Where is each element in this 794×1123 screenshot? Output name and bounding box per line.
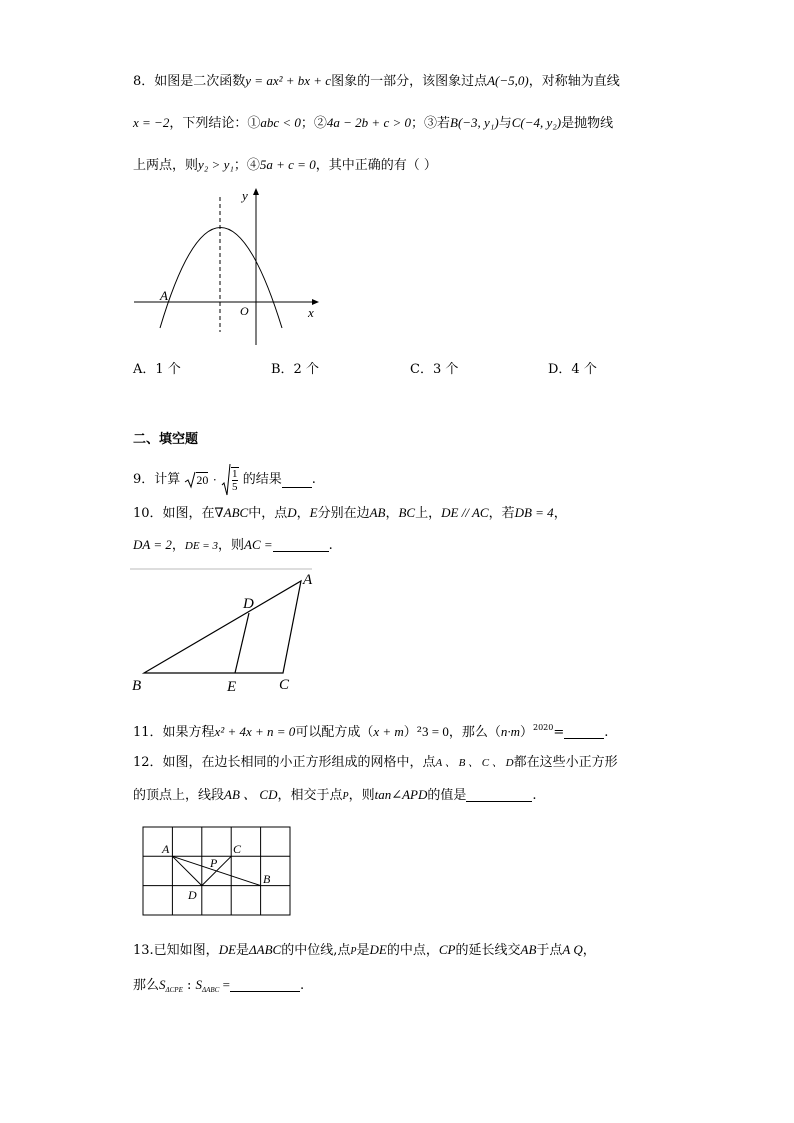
- q11-text: 11．如果方程: [133, 725, 215, 740]
- q11-expr: x + m: [373, 724, 404, 739]
- q8-point-a: A(−5,0): [487, 73, 529, 88]
- q13-triangle: ΔABC: [249, 942, 282, 957]
- q11-text: .: [604, 725, 609, 740]
- q8-point-c: C(−4, y₂): [511, 115, 562, 130]
- q12-grid-figure: [142, 826, 294, 920]
- q8-line-1: [133, 71, 620, 92]
- q9-text: 9．计算: [133, 472, 181, 487]
- q13-line-2: [133, 975, 304, 1000]
- q13-cp: CP: [438, 942, 456, 957]
- q10-parallel: DE // AC: [441, 505, 489, 520]
- q13-text: 于点: [536, 943, 563, 958]
- q13-text: =: [219, 977, 230, 992]
- q9-text: 的结果: [242, 472, 282, 487]
- label-c: C: [233, 842, 242, 856]
- q12-text: 12．如图，在边长相同的小正方形组成的网格中，点: [133, 755, 436, 770]
- q10-text: .: [328, 538, 333, 553]
- q8-text: 与: [498, 116, 512, 131]
- q8-option-d[interactable]: D．4 个: [548, 362, 597, 377]
- q8-option-a[interactable]: A．1 个: [133, 362, 181, 377]
- q8-line-2: [133, 113, 613, 134]
- q13-answer-blank[interactable]: [230, 977, 300, 992]
- q12-text: ，则: [348, 788, 375, 803]
- q13-text: 13.已知如图，: [133, 943, 219, 958]
- q10-text: ，: [553, 506, 567, 521]
- q12-points: A 、 B 、 C 、 D: [435, 757, 514, 769]
- q10-side-bc: BC: [398, 505, 416, 520]
- label-y: y: [242, 188, 248, 203]
- label-a: A: [162, 842, 170, 856]
- label-e: E: [227, 679, 237, 695]
- q11-text: =: [553, 725, 565, 740]
- q13-text: 的中位线,点: [281, 943, 351, 958]
- label-b: B: [263, 872, 271, 886]
- q11-equation: x² + 4x + n = 0: [214, 724, 296, 739]
- q10-point-d: D: [287, 505, 297, 520]
- q11-nm: n·m: [500, 724, 520, 739]
- q8-text: ；③若: [411, 116, 451, 131]
- q8-text: 图象的一部分，该图象过点: [331, 74, 488, 89]
- q13-text: ，: [582, 943, 596, 958]
- q8-line-3: [133, 155, 437, 176]
- q10-text: 中，点: [248, 506, 288, 521]
- q9-denominator: 5: [232, 481, 238, 493]
- q13-text: .: [299, 978, 305, 993]
- q8-claim-1: abc < 0: [260, 115, 301, 130]
- y-axis-arrow: [253, 188, 259, 195]
- section-heading: 二、填空题: [133, 432, 199, 447]
- q10-ac: AC =: [244, 537, 273, 552]
- label-p: P: [210, 856, 218, 870]
- q8-text: ；②: [300, 116, 327, 131]
- q9-sqrt-frac: [221, 463, 239, 497]
- q13-text: 是: [356, 943, 370, 958]
- q10-text: ，: [385, 506, 399, 521]
- q8-axis-eq: x = −2: [133, 115, 170, 130]
- q8-text: ，下列结论：①: [169, 116, 261, 131]
- q11-exponent: 2020: [532, 723, 554, 732]
- label-a: A: [303, 572, 313, 588]
- q10-text: ，若: [488, 506, 515, 521]
- q10-da: DA = 2: [133, 537, 172, 552]
- q10-triangle-figure: [130, 566, 330, 696]
- q8-claim-2: 4a − 2b + c > 0: [326, 115, 411, 130]
- q8-function: y = ax² + bx + c: [245, 73, 332, 88]
- q10-line-2: [133, 535, 333, 556]
- q12-line-1: [133, 753, 618, 773]
- q12-text: 的顶点上，线段: [133, 788, 225, 803]
- q8-parabola-graph: [130, 185, 330, 350]
- q8-text: ，对称轴为直线: [528, 74, 620, 89]
- q13-line-1: [133, 940, 596, 962]
- q12-text: .: [532, 788, 537, 803]
- q8-option-c[interactable]: C．3 个: [410, 362, 459, 377]
- q9-dot: ·: [212, 472, 217, 487]
- q8-text: 是抛物线: [561, 116, 614, 131]
- q10-text: 10．如图，在: [133, 506, 215, 521]
- q10-side-ab: AB: [369, 505, 386, 520]
- q10-text: ，则: [217, 538, 244, 553]
- q10-text: 分别在边: [317, 506, 370, 521]
- q13-area-1-sub: ΔCPE: [165, 986, 183, 994]
- q13-area-2: S: [195, 977, 203, 992]
- segment-de: [235, 613, 249, 673]
- q11-text: 可以配方成（: [295, 725, 374, 740]
- q11-text: ）²: [403, 725, 422, 740]
- q10-text: 上，: [415, 506, 442, 521]
- q11-text: 3 = 0，那么（: [421, 724, 501, 739]
- q10-point-e: E: [309, 505, 318, 520]
- q12-answer-blank[interactable]: [466, 787, 532, 802]
- q11-answer-blank[interactable]: [564, 724, 604, 739]
- q12-line-2: [133, 785, 537, 807]
- q8-text: 8．如图是二次函数: [133, 74, 246, 89]
- q13-text: 是: [236, 943, 250, 958]
- q13-text: 的中点，: [386, 943, 439, 958]
- q13-text: 的延长线交: [455, 943, 521, 958]
- triangle-abc: [144, 581, 301, 673]
- q10-text: ，: [296, 506, 310, 521]
- q12-text: 的值是: [427, 788, 467, 803]
- q8-claim-4: 5a + c = 0: [259, 157, 316, 172]
- q8-text: ；④: [233, 158, 260, 173]
- q9-sqrt-20: [184, 470, 208, 491]
- q8-text: ，其中正确的有（ ）: [315, 158, 437, 173]
- q13-de: DE: [218, 942, 237, 957]
- q9-line: [133, 463, 316, 493]
- q10-triangle: ∇ABC: [214, 505, 249, 520]
- q8-option-b[interactable]: B．2 个: [271, 362, 319, 377]
- q9-radicand: 20: [196, 472, 209, 487]
- q10-text: ，: [171, 538, 185, 553]
- q11-text: ）: [519, 725, 533, 740]
- label-origin: O: [240, 304, 249, 318]
- q13-area-2-sub: ΔABC: [202, 986, 220, 994]
- q13-de: DE: [369, 942, 387, 957]
- q10-line-1: [133, 503, 567, 524]
- q12-point-p: P: [342, 791, 349, 802]
- label-x: x: [308, 305, 314, 320]
- label-b: B: [132, 678, 142, 694]
- q10-de: DE = 3: [184, 540, 218, 552]
- q9-text: .: [311, 472, 316, 487]
- q9-answer-blank[interactable]: [282, 473, 312, 488]
- q12-segments: AB 、 CD: [224, 787, 278, 802]
- q11-line: [133, 718, 608, 743]
- q13-area-1: S: [159, 977, 166, 992]
- parabola-curve: [160, 228, 282, 329]
- q12-text: ，相交于点: [277, 788, 343, 803]
- q12-text: 都在这些小正方形: [513, 755, 618, 770]
- q8-claim-3: y₂ > y₁: [198, 157, 234, 172]
- q13-ab: AB: [520, 942, 537, 957]
- q13-point-q: A Q: [562, 942, 583, 957]
- q13-text: :: [182, 978, 196, 993]
- label-d: D: [188, 888, 197, 902]
- q12-tan: tan∠APD: [374, 787, 428, 802]
- q13-point-p: P: [350, 946, 357, 957]
- q8-text: 上两点，则: [133, 158, 199, 173]
- q8-point-b: B(−3, y₁): [450, 115, 499, 130]
- q13-text: 那么: [133, 978, 160, 993]
- q10-db: DB = 4: [514, 505, 554, 520]
- q9-numerator: 1: [232, 468, 238, 480]
- q10-answer-blank[interactable]: [273, 537, 329, 552]
- label-a: A: [160, 288, 168, 303]
- label-d: D: [243, 596, 254, 612]
- label-c: C: [279, 677, 290, 693]
